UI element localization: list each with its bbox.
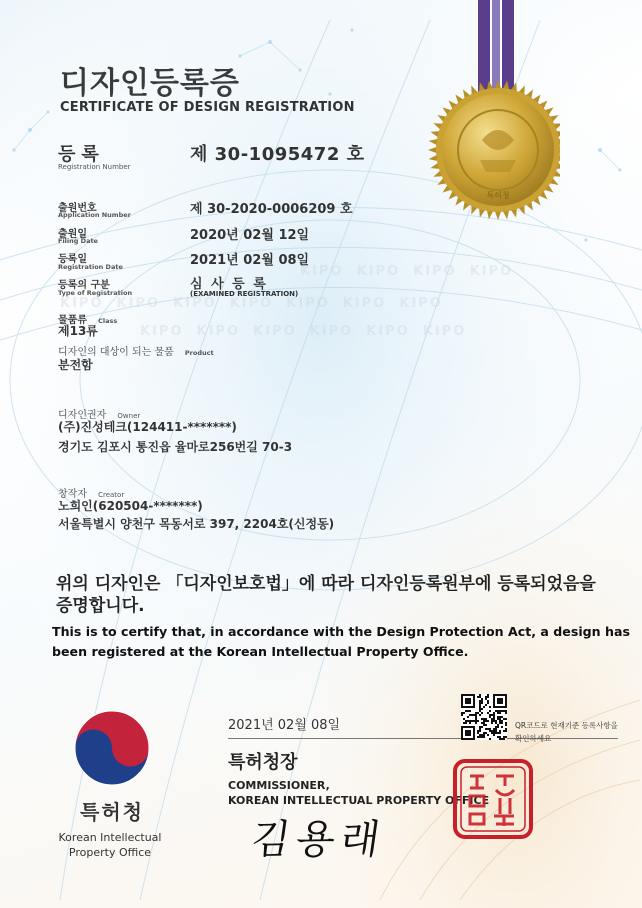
registration-label: 등록 xyxy=(58,144,105,165)
creator-label-en: Creator xyxy=(98,491,125,499)
registration-date-label: 등록일 xyxy=(58,254,87,265)
kipo-watermark: KIPO KIPO KIPO KIPO KIPO KIPO KIPO xyxy=(60,296,443,311)
creator-address: 서울특별시 양천구 목동서로 397, 2204호(신정동) xyxy=(58,517,335,531)
certification-statement-en: This is to certify that, in accordance with the Design Protection Act, a design has been registered at the Korean Intellectual Property Office. xyxy=(52,624,630,659)
kipo-logo-icon xyxy=(72,708,152,788)
owner-name: (주)진성테크(124411-*******) xyxy=(58,420,237,434)
kipo-logo-name: 특허청 xyxy=(80,800,144,824)
registration-label-en: Registration Number xyxy=(58,163,131,171)
owner-label: 디자인권자 xyxy=(58,410,107,421)
registration-date-value: 2021년 02월 08일 xyxy=(190,253,310,268)
registration-date-label-en: Registration Date xyxy=(58,263,123,271)
registration-type-value: 심 사 등 록 xyxy=(190,277,268,292)
application-number-label-en: Application Number xyxy=(58,211,131,219)
registration-type-value-en: (EXAMINED REGISTRATION) xyxy=(190,290,299,298)
certification-statement-ko: 위의 디자인은 「디자인보호법」에 따라 디자인등록원부에 등록되었음을 증명합니다. xyxy=(56,574,596,616)
gold-seal-medal xyxy=(420,0,560,250)
class-label: 물품류 xyxy=(58,315,87,326)
application-number-value: 제 30-2020-0006209 호 xyxy=(190,202,353,217)
qr-caption: QR코드로 현재기준 등록사항을 확인하세요 xyxy=(515,721,618,743)
certificate-title: 디자인등록증 xyxy=(60,66,240,101)
creator-name: 노희인(620504-*******) xyxy=(58,499,203,513)
kipo-watermark: KIPO KIPO KIPO KIPO xyxy=(300,264,514,279)
certificate-title-en: CERTIFICATE OF DESIGN REGISTRATION xyxy=(60,100,355,115)
product-value: 분전함 xyxy=(58,358,93,372)
commissioner-title-en xyxy=(228,778,489,808)
owner-label-en: Owner xyxy=(117,412,141,420)
class-value: 제13류 xyxy=(58,324,98,338)
commissioner-signature: 김용래 xyxy=(248,817,389,863)
commissioner-title-en-line2: KOREAN INTELLECTUAL PROPERTY OFFICE xyxy=(228,794,490,807)
kipo-watermark: KIPO KIPO KIPO KIPO KIPO KIPO xyxy=(140,324,467,339)
official-red-stamp xyxy=(452,758,534,840)
creator-label: 창작자 xyxy=(58,489,87,500)
owner-address: 경기도 김포시 통진읍 율마로256번길 70-3 xyxy=(58,440,293,454)
registration-type-label-en: Type of Registration xyxy=(58,289,133,297)
registration-number: 제 30-1095472 호 xyxy=(190,144,365,165)
medal-text: 특허청 xyxy=(486,191,510,200)
issue-date: 2021년 02월 08일 xyxy=(228,718,341,733)
product-label-en: Product xyxy=(184,349,214,357)
commissioner-title-ko: 특허청장 xyxy=(228,752,298,773)
commissioner-title-en-line1: COMMISSIONER, xyxy=(228,779,330,792)
filing-date-label: 출원일 xyxy=(58,229,87,240)
kipo-logo-name-en: Korean Intellectual Property Office xyxy=(58,831,162,859)
filing-date-value: 2020년 02월 12일 xyxy=(190,228,310,243)
application-number-label: 출원번호 xyxy=(58,203,97,214)
filing-date-label-en: Filing Date xyxy=(58,237,98,245)
product-label: 디자인의 대상이 되는 물품 xyxy=(58,347,174,358)
qr-code-icon[interactable] xyxy=(461,694,507,740)
registration-type-label: 등록의 구분 xyxy=(58,280,110,291)
class-label-en: Class xyxy=(98,317,118,325)
